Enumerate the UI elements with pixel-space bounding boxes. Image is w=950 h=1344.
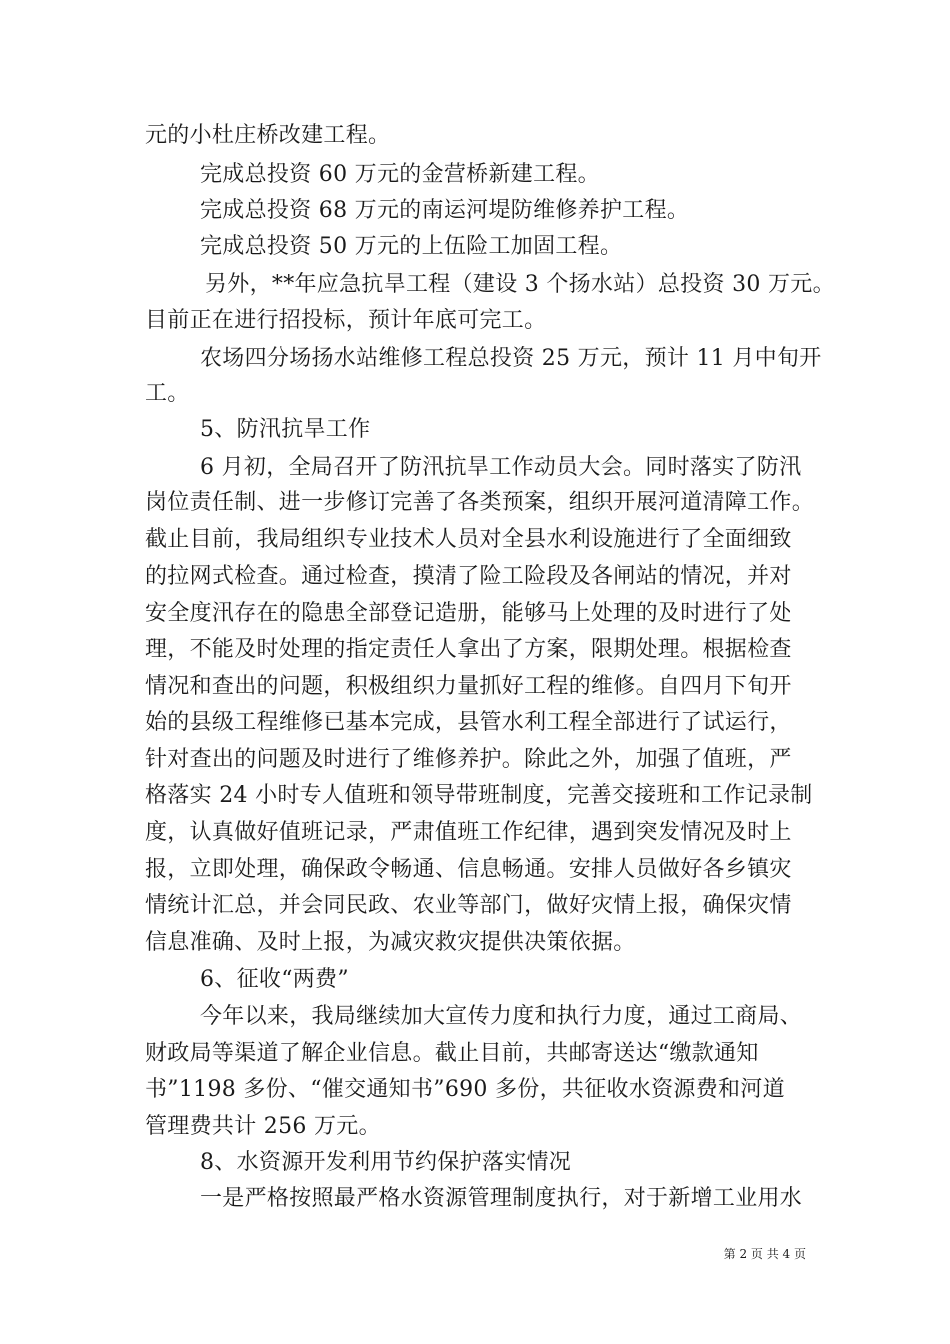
section-heading: 5、防汛抗旱工作 [200, 417, 371, 442]
text-line: 元的小杜庄桥改建工程。 [145, 123, 391, 148]
text-line: 报，立即处理，确保政令畅通、信息畅通。安排人员做好各乡镇灾 [145, 857, 792, 882]
text-line: 农场四分场扬水站维修工程总投资 25 万元，预计 11 月中旬开 [200, 346, 822, 371]
text-line: 情况和查出的问题，积极组织力量抓好工程的维修。自四月下旬开 [145, 674, 792, 699]
text-line: 完成总投资 68 万元的南运河堤防维修养护工程。 [200, 198, 690, 223]
text-line: 始的县级工程维修已基本完成，县管水利工程全部进行了试运行， [145, 710, 792, 735]
text-line: 度，认真做好值班记录，严肃值班工作纪律，遇到突发情况及时上 [145, 820, 792, 845]
text-line: 书”1198 多份、“催交通知书”690 多份，共征收水资源费和河道 [145, 1077, 785, 1102]
text-line: 管理费共计 256 万元。 [145, 1114, 381, 1139]
text-line: 一是严格按照最严格水资源管理制度执行，对于新增工业用水 [200, 1186, 803, 1211]
text-line: 完成总投资 50 万元的上伍险工加固工程。 [200, 234, 623, 259]
text-line: 岗位责任制、进一步修订完善了各类预案，组织开展河道清障工作。 [145, 490, 815, 515]
text-line: 财政局等渠道了解企业信息。截止目前，共邮寄送达“缴款通知 [145, 1041, 759, 1066]
text-line: 理，不能及时处理的指定责任人拿出了方案，限期处理。根据检查 [145, 637, 792, 662]
text-line: 完成总投资 60 万元的金营桥新建工程。 [200, 162, 600, 187]
page-number: 第 2 页 共 4 页 [723, 1247, 806, 1261]
text-line: 工。 [145, 381, 190, 406]
text-line: 目前正在进行招投标，预计年底可完工。 [145, 308, 547, 333]
text-line: 格落实 24 小时专人值班和领导带班制度，完善交接班和工作记录制 [145, 783, 813, 808]
section-heading: 6、征收“两费” [200, 967, 349, 992]
text-line: 信息准确、及时上报，为减灾救灾提供决策依据。 [145, 930, 636, 955]
text-line: 针对查出的问题及时进行了维修养护。除此之外，加强了值班，严 [145, 747, 792, 772]
section-heading: 8、水资源开发利用节约保护落实情况 [200, 1150, 572, 1175]
text-line: 6 月初，全局召开了防汛抗旱工作动员大会。同时落实了防汛 [200, 455, 802, 480]
text-line: 今年以来，我局继续加大宣传力度和执行力度，通过工商局、 [200, 1004, 803, 1029]
text-line: 情统计汇总，并会同民政、农业等部门，做好灾情上报，确保灾情 [145, 893, 792, 918]
text-line: 安全度汛存在的隐患全部登记造册，能够马上处理的及时进行了处 [145, 601, 792, 626]
text-line: 的拉网式检查。通过检查，摸清了险工险段及各闸站的情况，并对 [145, 564, 792, 589]
text-line: 另外，**年应急抗旱工程（建设 3 个扬水站）总投资 30 万元。 [205, 272, 835, 297]
text-line: 截止目前，我局组织专业技术人员对全县水利设施进行了全面细致 [145, 527, 792, 552]
